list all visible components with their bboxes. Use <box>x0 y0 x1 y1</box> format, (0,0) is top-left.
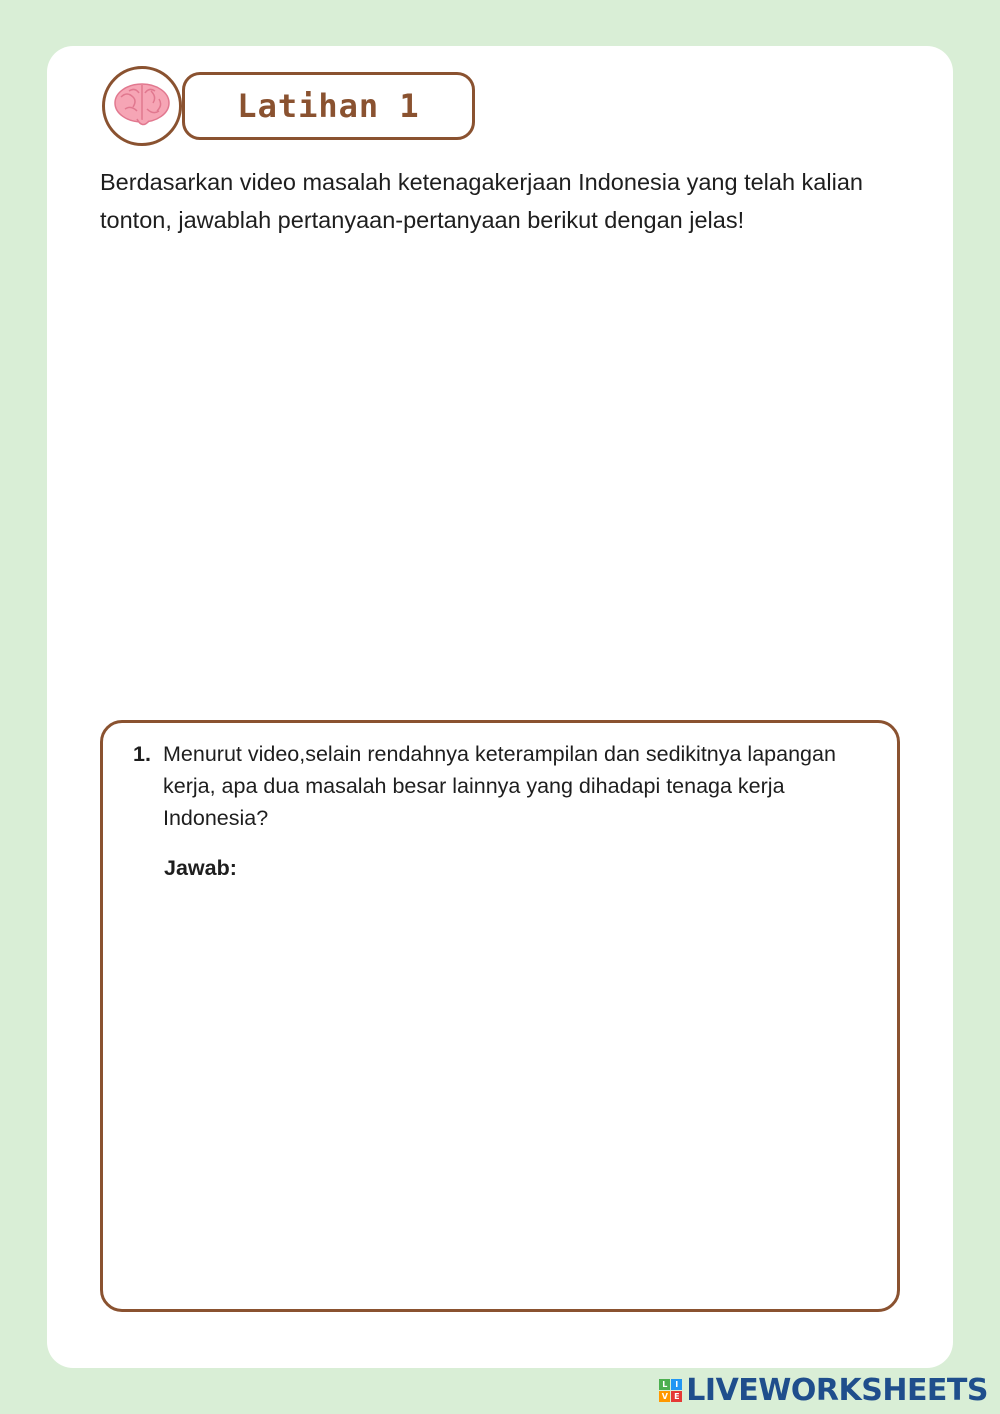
question-item <box>133 738 853 834</box>
liveworksheets-watermark <box>659 1373 988 1408</box>
title-banner <box>182 72 475 140</box>
page-title: Latihan 1 <box>237 87 420 125</box>
logo-letter-e: E <box>671 1391 682 1402</box>
question-number: 1. <box>133 742 151 766</box>
logo-letter-v: V <box>659 1391 670 1402</box>
question-text: Menurut video,selain rendahnya keterampilan dan sedikitnya lapangan kerja, apa dua masalah besar lainnya yang dihadapi tenaga kerja Indonesia? <box>163 742 836 830</box>
instructions-text: Berdasarkan video masalah ketenagakerjaan Indonesia yang telah kalian tonton, jawablah pertanyaan-pertanyaan berikut dengan jelas! <box>100 169 863 233</box>
logo-letter-l: L <box>659 1379 670 1390</box>
brain-icon <box>113 81 171 131</box>
answer-label: Jawab: <box>164 856 237 880</box>
liveworksheets-logo-icon <box>659 1379 682 1402</box>
question-card <box>100 720 900 1312</box>
brain-badge <box>102 66 182 146</box>
watermark-text: LIVEWORKSHEETS <box>686 1373 988 1408</box>
logo-letter-i: I <box>671 1379 682 1390</box>
